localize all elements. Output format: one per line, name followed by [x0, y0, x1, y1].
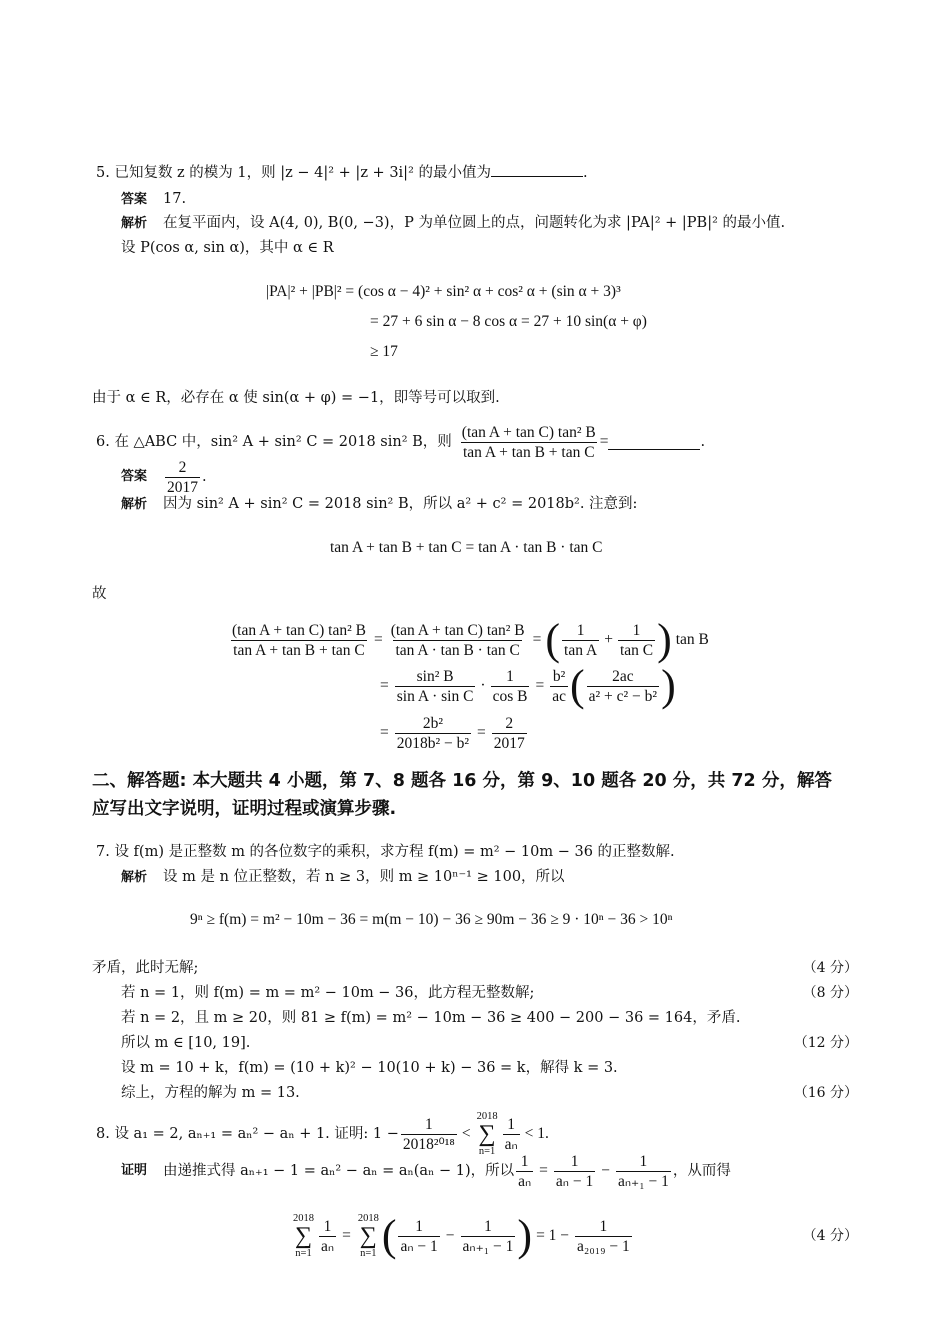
answer-blank: [608, 448, 700, 450]
fraction-denominator: sin A · sin C: [396, 687, 474, 705]
fraction-numerator: 2: [505, 714, 514, 732]
fraction-numerator: sin² B: [416, 667, 454, 685]
fraction-denominator: ac: [552, 687, 566, 705]
fraction-denominator: tan A + tan B + tan C: [233, 641, 365, 659]
fraction-numerator: 1: [506, 667, 514, 685]
q6-identity: tan A + tan B + tan C = tan A · tan B · tan C: [330, 539, 603, 556]
proof-text: 由递推式得 aₙ₊₁ − 1 = aₙ² − aₙ = aₙ(aₙ − 1)，所以: [163, 1163, 515, 1179]
q5-conclusion: 由于 α ∈ R，必存在 α 使 sin(α + φ) = −1，即等号可以取到.: [92, 390, 500, 406]
fraction-numerator: (tan A + tan C) tan² B: [232, 621, 366, 639]
analysis-label: 解析: [121, 216, 148, 231]
fraction: [550, 667, 568, 706]
fraction: [461, 1217, 516, 1256]
equals-sign: =: [599, 433, 609, 450]
score-marker: （8 分）: [802, 985, 858, 1001]
analysis-text: 因为 sin² A + sin² C = 2018 sin² B，所以 a² + c² = 2018b². 注意到:: [163, 496, 638, 512]
fraction: [491, 667, 530, 706]
less-than: <: [461, 1125, 471, 1142]
score-marker: （4 分）: [802, 960, 858, 976]
fraction-denominator: aₙ₊₁ − 1: [617, 1172, 669, 1190]
fraction-denominator: tan A: [564, 641, 598, 659]
q7-analysis: [121, 867, 565, 888]
fraction-denominator: aₙ: [321, 1237, 335, 1255]
fraction-denominator: 2018²⁰¹⁸: [402, 1135, 455, 1153]
q6-derivation-line-2: = $\frac{\text{sin² B}}{\text{sin A · sin C}}$ · $\frac{1}{\text{cos B}}$ = $\frac{\text{b²}}{ac}$ ( $\frac{2ac}{\text{a² + c² − b²}}$ ): [380, 661, 676, 710]
fraction: [395, 714, 471, 753]
fraction-numerator: (tan A + tan C) tan² B: [461, 423, 596, 441]
summation: [293, 1213, 314, 1259]
fraction-denominator: aₙ − 1: [555, 1172, 594, 1190]
q6-derivation-line-3: = $\frac{\text{2b²}}{\text{2018b² − b²}}$ = $\frac{2}{2017}$: [380, 714, 525, 752]
sum-upper-limit: 2018: [357, 1213, 379, 1224]
fraction-numerator: 1: [424, 1115, 433, 1133]
sum-lower-limit: n=1: [360, 1248, 377, 1259]
fraction: [389, 621, 527, 660]
q8-proof: 证明 由递推式得 aₙ₊₁ − 1 = aₙ² − aₙ = aₙ(aₙ − 1)，所以 $\frac{1}{\text{aₙ}}$ = $\frac{1}{\text{aₙ − 1}}$ − $\frac{1}{\text{aₙ₊₁ − 1}}$ ，从而得: [121, 1152, 731, 1190]
section-heading-line-2: 应写出文字说明，证明过程或演算步骤.: [92, 799, 397, 819]
score-marker: （4 分）: [802, 1228, 858, 1244]
fraction-denominator: tan A + tan B + tan C: [462, 443, 595, 461]
fraction: [616, 1152, 671, 1191]
fraction: [575, 1217, 632, 1256]
fraction: [618, 621, 655, 660]
tan-b: tan B: [675, 631, 709, 648]
fraction-denominator: a² + c² − b²: [588, 687, 658, 705]
fraction-denominator: aₙ: [518, 1172, 532, 1190]
q6-derivation-line-1: $\frac{\text{(tan A + tan C) tan² B}}{\text{tan A + tan B + tan C}}$ = $\frac{\text{(tan A + tan C) tan² B}}{\text{tan A · tan B · tan C}}$ = ( $\frac{1}{\text{tan A}}$ + $\frac{1}{\text{tan C}}$ ) tan B: [232, 615, 709, 664]
score-marker: （12 分）: [793, 1035, 858, 1051]
q7-line-2: 若 n = 1，则 f(m) = m = m² − 10m − 36，此方程无整数解;: [121, 985, 535, 1001]
q7-line-3: 若 n = 2，且 m ≥ 20，则 81 ≥ f(m) = m² − 10m − 36 ≥ 400 − 200 − 36 = 164，矛盾.: [121, 1010, 741, 1026]
fraction-denominator: 2018b² − b²: [396, 734, 470, 752]
answer-blank: [491, 175, 583, 177]
fraction-denominator: aₙ − 1: [400, 1237, 438, 1255]
summation: [358, 1213, 379, 1259]
fraction-numerator: 2b²: [422, 714, 443, 732]
q6-therefore: 故: [92, 586, 107, 602]
analysis-text: 在复平面内，设 A(4, 0), B(0, −3)，P 为单位圆上的点，问题转化为求 |PA|² + |PB|² 的最小值.: [163, 215, 786, 231]
q6-answer: [121, 457, 207, 497]
fraction-numerator: 1: [599, 1217, 608, 1235]
fraction-denominator: cos B: [492, 687, 528, 705]
fraction-numerator: 1: [507, 1115, 515, 1133]
fraction-denominator: aₙ: [504, 1135, 518, 1153]
fraction: [516, 1152, 533, 1191]
sum-upper-limit: 2018: [476, 1111, 498, 1122]
q6-question-fraction: [460, 423, 598, 462]
fraction-numerator: 2ac: [612, 667, 634, 685]
fraction: [554, 1152, 595, 1191]
q5-question-text: 5. 已知复数 z 的模为 1，则 |z − 4|² + |z + 3i|² 的最小值为: [96, 165, 491, 181]
answer-value: 17.: [163, 191, 187, 207]
fraction-denominator: tan C: [619, 641, 654, 659]
fraction-numerator: 1: [639, 1152, 648, 1170]
q7-line-6: 综上，方程的解为 m = 13.: [121, 1085, 300, 1101]
proof-text-2: ，从而得: [672, 1163, 731, 1179]
fraction: [230, 621, 368, 660]
fraction: [398, 1217, 439, 1256]
sum-sigma: ∑: [478, 1121, 496, 1147]
sum-sigma: ∑: [359, 1223, 377, 1249]
fraction: [492, 714, 527, 753]
score-marker: （16 分）: [793, 1085, 858, 1101]
q8-question-text: 8. 设 a₁ = 2, aₙ₊₁ = aₙ² − aₙ + 1. 证明: 1 −: [96, 1126, 399, 1142]
q5-analysis: [121, 213, 785, 234]
analysis-label: 解析: [121, 870, 148, 885]
analysis-text: 设 m 是 n 位正整数，若 n ≥ 3，则 m ≥ 10ⁿ⁻¹ ≥ 100，所以: [163, 869, 565, 885]
analysis-label: 解析: [121, 497, 148, 512]
q5-equation-line-2: = 27 + 6 sin α − 8 cos α = 27 + 10 sin(α + φ): [370, 313, 647, 330]
q7-line-4: 所以 m ∈ [10, 19].: [121, 1035, 251, 1051]
q7-question: 7. 设 f(m) 是正整数 m 的各位数字的乘积，求方程 f(m) = m² − 10m − 36 的正整数解.: [96, 844, 675, 860]
fraction: [562, 621, 599, 660]
answer-label: 答案: [121, 469, 148, 484]
fraction-denominator: a₂₀₁₉ − 1: [577, 1237, 630, 1255]
q5-question: 5. 已知复数 z 的模为 1，则 |z − 4|² + |z + 3i|² 的最小值为 .: [96, 165, 588, 181]
q7-line-5: 设 m = 10 + k，f(m) = (10 + k)² − 10(10 + k) − 36 = k，解得 k = 3.: [121, 1060, 618, 1076]
q7-inequality: 9ⁿ ≥ f(m) = m² − 10m − 36 = m(m − 10) − 36 ≥ 90m − 36 ≥ 9 · 10ⁿ − 36 > 10ⁿ: [190, 911, 673, 928]
sum-lower-limit: n=1: [295, 1248, 312, 1259]
fraction-numerator: 2: [178, 458, 187, 476]
sum-sigma: ∑: [294, 1223, 313, 1249]
q8-question-end: < 1.: [524, 1125, 549, 1142]
q5-equation-line-3: ≥ 17: [370, 343, 398, 360]
fraction: [587, 667, 659, 706]
fraction-numerator: 1: [323, 1217, 332, 1235]
answer-label: 答案: [121, 192, 148, 207]
answer-fraction: [165, 458, 200, 497]
sum-upper-limit: 2018: [293, 1213, 314, 1224]
fraction-numerator: 1: [520, 1152, 529, 1170]
q5-analysis-line-2: 设 P(cos α, sin α)，其中 α ∈ R: [121, 240, 334, 256]
fraction-numerator: 1: [576, 621, 585, 639]
period: .: [202, 469, 207, 485]
q6-analysis: [121, 494, 637, 515]
q6-question-text: 6. 在 △ABC 中，sin² A + sin² C = 2018 sin² B，则: [96, 434, 452, 450]
proof-label: 证明: [121, 1163, 148, 1178]
sum-lower-limit: n=1: [478, 1146, 496, 1157]
q7-line-1: 矛盾，此时无解;: [92, 960, 199, 976]
fraction-numerator: (tan A + tan C) tan² B: [390, 621, 525, 639]
fraction-denominator: 2017: [493, 734, 525, 752]
fraction-numerator: b²: [552, 667, 566, 685]
fraction: [395, 667, 476, 706]
section-heading: 二、解答题: 本大题共 4 小题，第 7、8 题各 16 分，第 9、10 题各 20 分，共 72 分，解答: [92, 771, 832, 791]
q6-question-end: .: [700, 434, 706, 450]
fraction-numerator: 1: [415, 1217, 423, 1235]
fraction-numerator: 1: [632, 621, 641, 639]
fraction-numerator: 1: [484, 1217, 492, 1235]
q8-sum-equation: 2018 ∑ n=1 $\frac{1}{\text{aₙ}}$ = 2018 ∑ n=1 ( $\frac{1}{\text{aₙ − 1}}$ − $\frac{1}{\text{aₙ₊₁ − 1}}$ ) = 1 − $\frac{1}{\text{a₂₀₁₉ − 1}}$: [293, 1211, 630, 1260]
q5-equation-line-1: |PA|² + |PB|² = (cos α − 4)² + sin² α + cos² α + (sin α + 3)³: [266, 283, 621, 300]
fraction: [319, 1217, 336, 1256]
q5-answer: [121, 189, 186, 210]
fraction-numerator: 1: [570, 1152, 579, 1170]
fraction-denominator: 2017: [167, 478, 199, 496]
fraction-denominator: tan A · tan B · tan C: [395, 641, 520, 659]
fraction-denominator: aₙ₊₁ − 1: [462, 1237, 514, 1255]
